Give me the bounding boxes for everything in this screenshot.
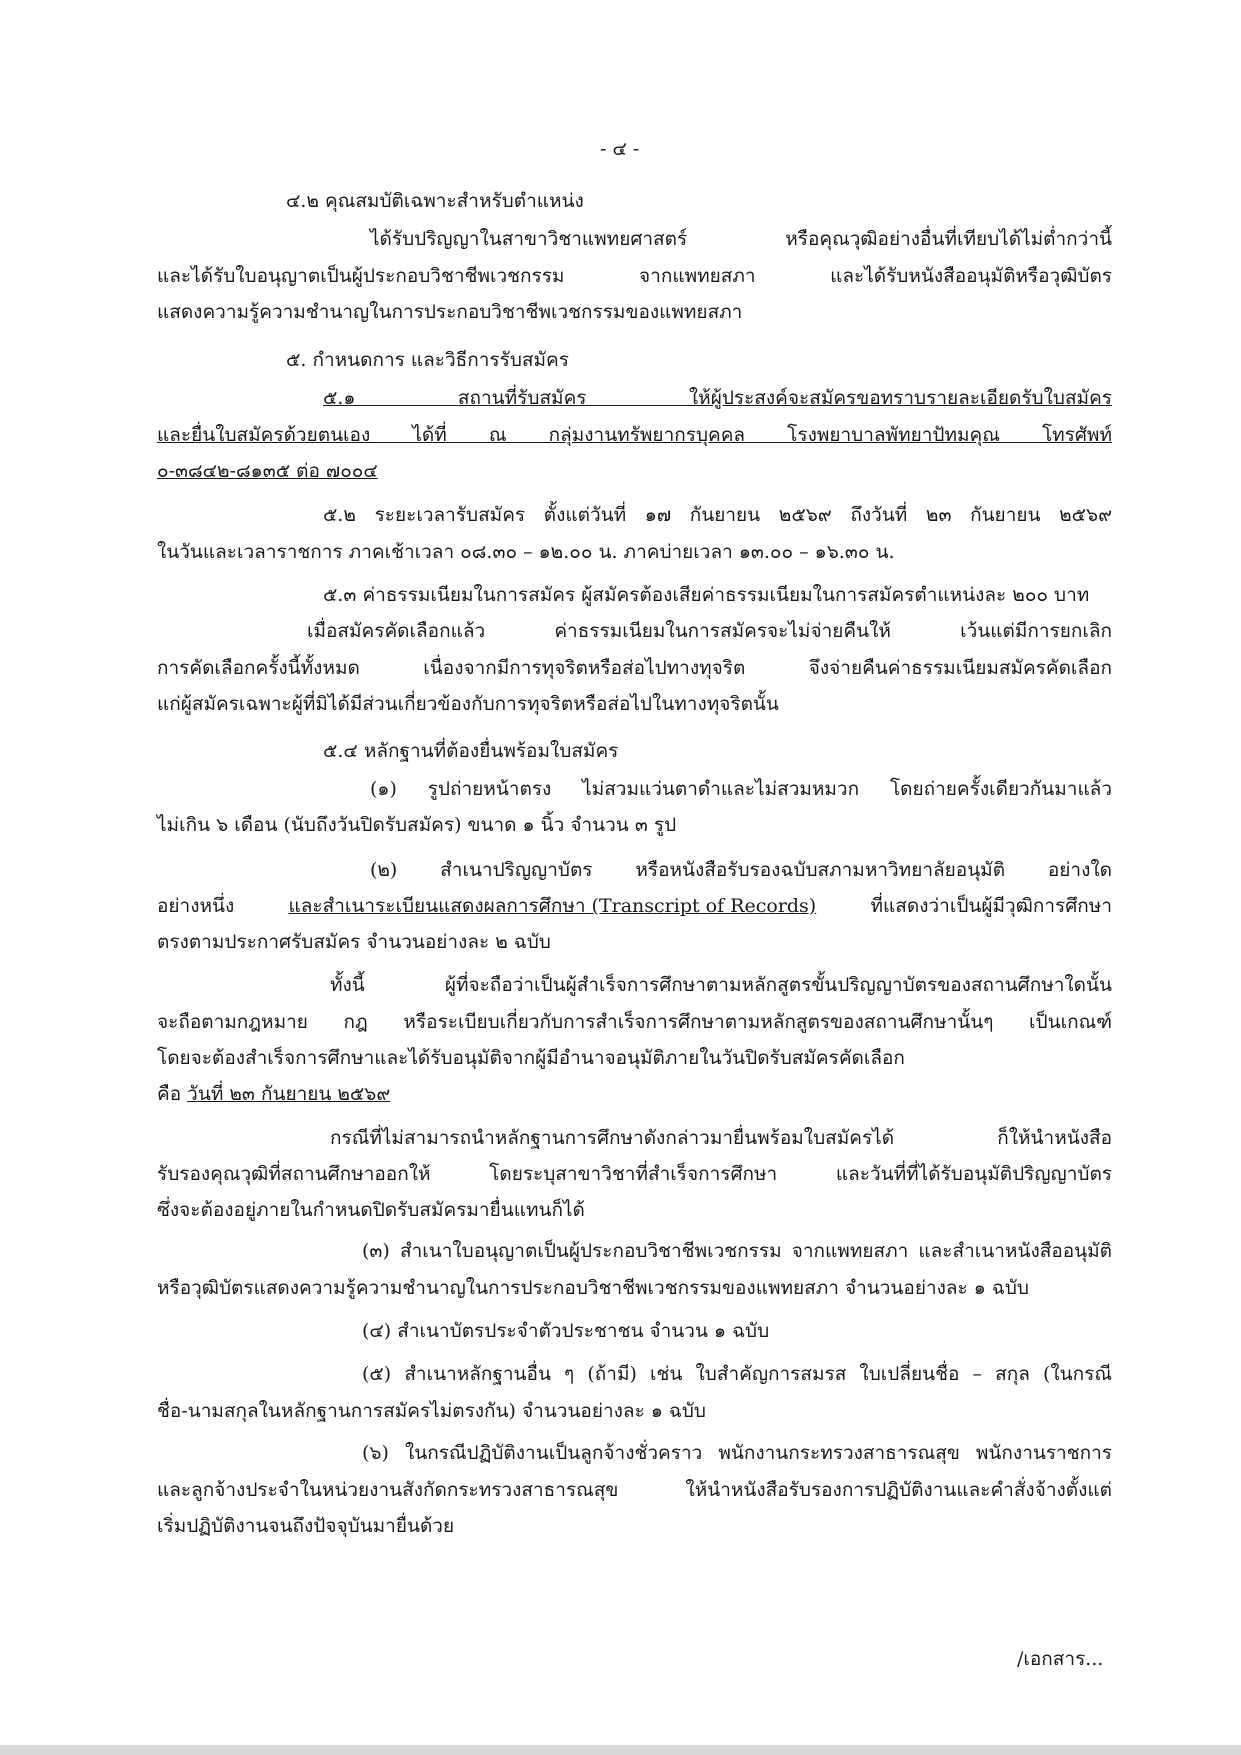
item-1-line: (๑) รูปถ่ายหน้าตรง ไม่สวมแว่นตาดำและไม่สวมหมวก โดยถ่ายครั้งเดียวกันมาแล้ว <box>370 778 1112 800</box>
item-5-line: ชื่อ-นามสกุลในหลักฐานการสมัครไม่ตรงกัน) จำนวนอย่างละ ๑ ฉบับ <box>157 1400 706 1422</box>
note-1-line: ทั้งนี้ ผู้ที่จะถือว่าเป็นผู้สำเร็จการศึกษาตามหลักสูตรขั้นปริญญาบัตรของสถานศึกษาใดนั้น <box>330 974 1112 996</box>
section-4-2-line: แสดงความรู้ความชำนาญในการประกอบวิชาชีพเวชกรรมของแพทยสภา <box>157 301 743 323</box>
item-4-line: (๔) สำเนาบัตรประจำตัวประชาชน จำนวน ๑ ฉบับ <box>362 1320 770 1342</box>
note-1-line: จะถือตามกฎหมาย กฎ หรือระเบียบเกี่ยวกับการสำเร็จการศึกษาตามหลักสูตรของสถานศึกษานั้นๆ เป็นเกณฑ์ <box>157 1011 1112 1033</box>
item-3-line: หรือวุฒิบัตรแสดงความรู้ความชำนาญในการประกอบวิชาชีพเวชกรรมของแพทยสภา จำนวนอย่างละ ๑ ฉบับ <box>157 1277 1029 1299</box>
item-2-line: ตรงตามประกาศรับสมัคร จำนวนอย่างละ ๒ ฉบับ <box>157 931 551 953</box>
section-5-2-line: ในวันและเวลาราชการ ภาคเช้าเวลา ๐๘.๓๐ – ๑๒.๐๐ น. ภาคบ่ายเวลา ๑๓.๐๐ – ๑๖.๓๐ น. <box>157 541 895 563</box>
closing-date: วันที่ ๒๓ กันยายน ๒๕๖๙ <box>187 1083 391 1105</box>
item-5-line: (๕) สำเนาหลักฐานอื่น ๆ (ถ้ามี) เช่น ใบสำคัญการสมรส ใบเปลี่ยนชื่อ – สกุล (ในกรณี <box>362 1363 1112 1385</box>
section-5-2-line: ๕.๒ ระยะเวลารับสมัคร ตั้งแต่วันที่ ๑๗ กันยายน ๒๕๖๙ ถึงวันที่ ๒๓ กันยายน ๒๕๖๙ <box>323 504 1112 526</box>
item-3-line: (๓) สำเนาใบอนุญาตเป็นผู้ประกอบวิชาชีพเวชกรรม จากแพทยสภา และสำเนาหนังสืออนุมัติ <box>362 1240 1112 1262</box>
section-5-3-line: เมื่อสมัครคัดเลือกแล้ว ค่าธรรมเนียมในการสมัครจะไม่จ่ายคืนให้ เว้นแต่มีการยกเลิก <box>307 620 1112 642</box>
section-5-4-heading: ๕.๔ หลักฐานที่ต้องยื่นพร้อมใบสมัคร <box>323 740 619 762</box>
transcript-requirement: และสำเนาระเบียนแสดงผลการศึกษา (Transcript of Records) <box>288 895 817 917</box>
item-1-line: ไม่เกิน ๖ เดือน (นับถึงวันปิดรับสมัคร) ขนาด ๑ นิ้ว จำนวน ๓ รูป <box>157 814 677 836</box>
note-2-line: กรณีที่ไม่สามารถนำหลักฐานการศึกษาดังกล่าวมายื่นพร้อมใบสมัครได้ ก็ให้นำหนังสือ <box>330 1127 1112 1149</box>
section-5-3-line: ๕.๓ ค่าธรรมเนียมในการสมัคร ผู้สมัครต้องเสียค่าธรรมเนียมในการสมัครตำแหน่งละ ๒๐๐ บาท <box>323 584 1090 606</box>
section-4-2-line: และได้รับใบอนุญาตเป็นผู้ประกอบวิชาชีพเวชกรรม จากแพทยสภา และได้รับหนังสืออนุมัติหรือวุฒิบัตร <box>157 265 1112 287</box>
note-2-line: ซึ่งจะต้องอยู่ภายในกำหนดปิดรับสมัครมายื่นแทนก็ได้ <box>157 1199 585 1221</box>
item-6-line: เริ่มปฏิบัติงานจนถึงปัจจุบันมายื่นด้วย <box>157 1515 455 1537</box>
item-6-line: และลูกจ้างประจำในหน่วยงานสังกัดกระทรวงสาธารณสุข ให้นำหนังสือรับรองการปฏิบัติงานและคำสั่งจ้างตั้งแต่ <box>157 1479 1112 1501</box>
section-5-3-line: การคัดเลือกครั้งนี้ทั้งหมด เนื่องจากมีการทุจริตหรือส่อไปทางทุจริต จึงจ่ายคืนค่าธรรมเนียมสมัครคัดเลือก <box>157 657 1112 679</box>
item-2-line: (๒) สำเนาปริญญาบัตร หรือหนังสือรับรองฉบับสภามหาวิทยาลัยอนุมัติ อย่างใด <box>370 859 1112 881</box>
section-5-1-line: ๕.๑ สถานที่รับสมัคร ให้ผู้ประสงค์จะสมัครขอทราบรายละเอียดรับใบสมัคร <box>323 387 1112 409</box>
page-number: - ๔ - <box>600 138 640 160</box>
section-5-1-line: และยื่นใบสมัครด้วยตนเอง ได้ที่ ณ กลุ่มงานทรัพยากรบุคคล โรงพยาบาลพัทยาปัทมคุณ โทรศัพท์ <box>157 424 1112 446</box>
continuation-marker: /เอกสาร... <box>1017 1648 1104 1670</box>
scan-edge <box>0 1745 1241 1755</box>
note-2-line: รับรองคุณวุฒิที่สถานศึกษาออกให้ โดยระบุสาขาวิชาที่สำเร็จการศึกษา และวันที่ที่ได้รับอนุมัติปริญญาบัตร <box>157 1163 1112 1185</box>
section-5-3-line: แก่ผู้สมัครเฉพาะผู้ที่มิได้มีส่วนเกี่ยวข้องกับการทุจริตหรือส่อไปในทางทุจริตนั้น <box>157 693 779 715</box>
note-1-line: โดยจะต้องสำเร็จการศึกษาและได้รับอนุมัติจากผู้มีอำนาจอนุมัติภายในวันปิดรับสมัครคัดเลือก <box>157 1047 905 1069</box>
note-1-text: คือ <box>157 1083 188 1105</box>
section-5-heading: ๕. กำหนดการ และวิธีการรับสมัคร <box>286 349 569 371</box>
section-4-2-line: ได้รับปริญญาในสาขาวิชาแพทยศาสตร์ หรือคุณวุฒิอย่างอื่นที่เทียบได้ไม่ต่ำกว่านี้ <box>370 228 1112 250</box>
item-2-text: ที่แสดงว่าเป็นผู้มีวุฒิการศึกษา <box>870 895 1112 917</box>
note-1-line <box>157 1081 390 1107</box>
section-4-2-heading: ๔.๒ คุณสมบัติเฉพาะสำหรับตำแหน่ง <box>286 190 584 212</box>
item-2-line <box>157 893 1112 919</box>
item-2-text: อย่างหนึ่ง <box>157 895 235 917</box>
section-5-1-phone: ๐-๓๘๔๒-๘๑๓๕ ต่อ ๗๐๐๔ <box>157 460 378 482</box>
item-6-line: (๖) ในกรณีปฏิบัติงานเป็นลูกจ้างชั่วคราว พนักงานกระทรวงสาธารณสุข พนักงานราชการ <box>362 1442 1112 1464</box>
